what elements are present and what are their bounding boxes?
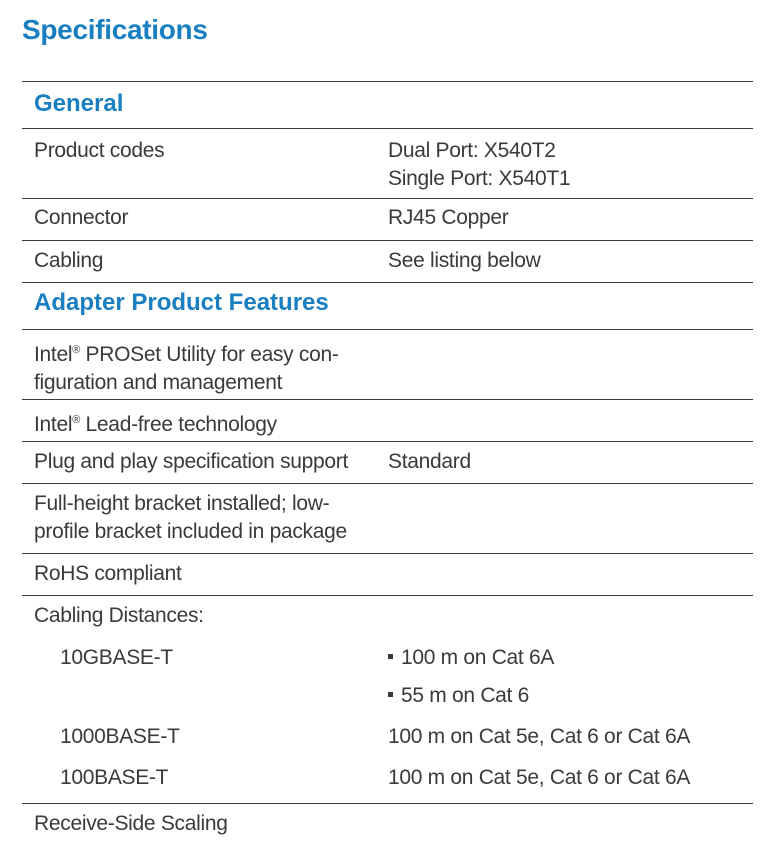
row-value: Standard <box>388 450 471 473</box>
row-value: 100 m on Cat 5e, Cat 6 or Cat 6A <box>388 725 691 748</box>
row-value <box>388 810 753 844</box>
bullet-icon <box>388 654 393 659</box>
row-value <box>388 560 753 595</box>
section-heading-general: General <box>22 82 753 129</box>
value-line: Single Port: X540T1 <box>388 167 571 190</box>
row-100base-t <box>22 757 753 803</box>
spec-table <box>22 81 753 844</box>
value-line: Dual Port: X540T2 <box>388 139 556 162</box>
row-proset-utility <box>22 330 753 400</box>
row-label: RoHS compliant <box>34 562 182 585</box>
row-connector <box>22 199 753 241</box>
label-line: figuration and management <box>34 371 283 394</box>
row-label <box>22 336 388 399</box>
row-label: Plug and play specification support <box>34 450 349 473</box>
bullet-icon <box>388 692 393 697</box>
row-value <box>388 682 753 716</box>
row-rohs <box>22 554 753 596</box>
row-value: 100 m on Cat 5e, Cat 6 or Cat 6A <box>388 766 691 789</box>
row-label <box>22 682 388 716</box>
row-label: 10GBASE-T <box>60 646 173 669</box>
row-lead-free <box>22 400 753 442</box>
row-bracket <box>22 484 753 554</box>
row-label: Product codes <box>34 139 165 162</box>
row-label: 1000BASE-T <box>60 725 180 748</box>
row-value: RJ45 Copper <box>388 206 509 229</box>
row-cabling-distances <box>22 596 753 636</box>
section-heading-adapter-features: Adapter Product Features <box>22 283 753 330</box>
row-label: Intel® Lead-free technology <box>34 413 277 436</box>
label-line: Full-height bracket installed; low- <box>34 492 330 515</box>
label-line: Intel® PROSet Utility for easy con- <box>34 343 339 366</box>
row-label: Connector <box>34 206 129 229</box>
row-cabling <box>22 241 753 283</box>
row-plug-and-play <box>22 442 753 484</box>
row-label: Receive-Side Scaling <box>34 812 228 835</box>
row-value <box>388 137 753 198</box>
row-label: Cabling <box>34 249 104 272</box>
row-value <box>388 406 753 441</box>
row-label: Cabling Distances: <box>34 604 204 627</box>
page-title: Specifications <box>22 14 208 45</box>
row-1000base-t <box>22 716 753 757</box>
row-label <box>22 490 388 553</box>
cabling-distances-block <box>22 596 753 804</box>
bullet-text: 100 m on Cat 6A <box>401 646 555 669</box>
row-product-codes <box>22 129 753 199</box>
bullet-text: 55 m on Cat 6 <box>401 684 530 707</box>
row-value <box>388 336 753 399</box>
row-10gbase-t <box>22 636 753 676</box>
row-10gbase-t-cont <box>22 676 753 716</box>
label-line: profile bracket included in package <box>34 520 347 543</box>
row-value <box>388 644 753 676</box>
row-receive-side-scaling <box>22 804 753 844</box>
row-label: 100BASE-T <box>60 766 169 789</box>
row-value <box>388 602 753 636</box>
row-value <box>388 490 753 553</box>
row-value: See listing below <box>388 249 541 272</box>
